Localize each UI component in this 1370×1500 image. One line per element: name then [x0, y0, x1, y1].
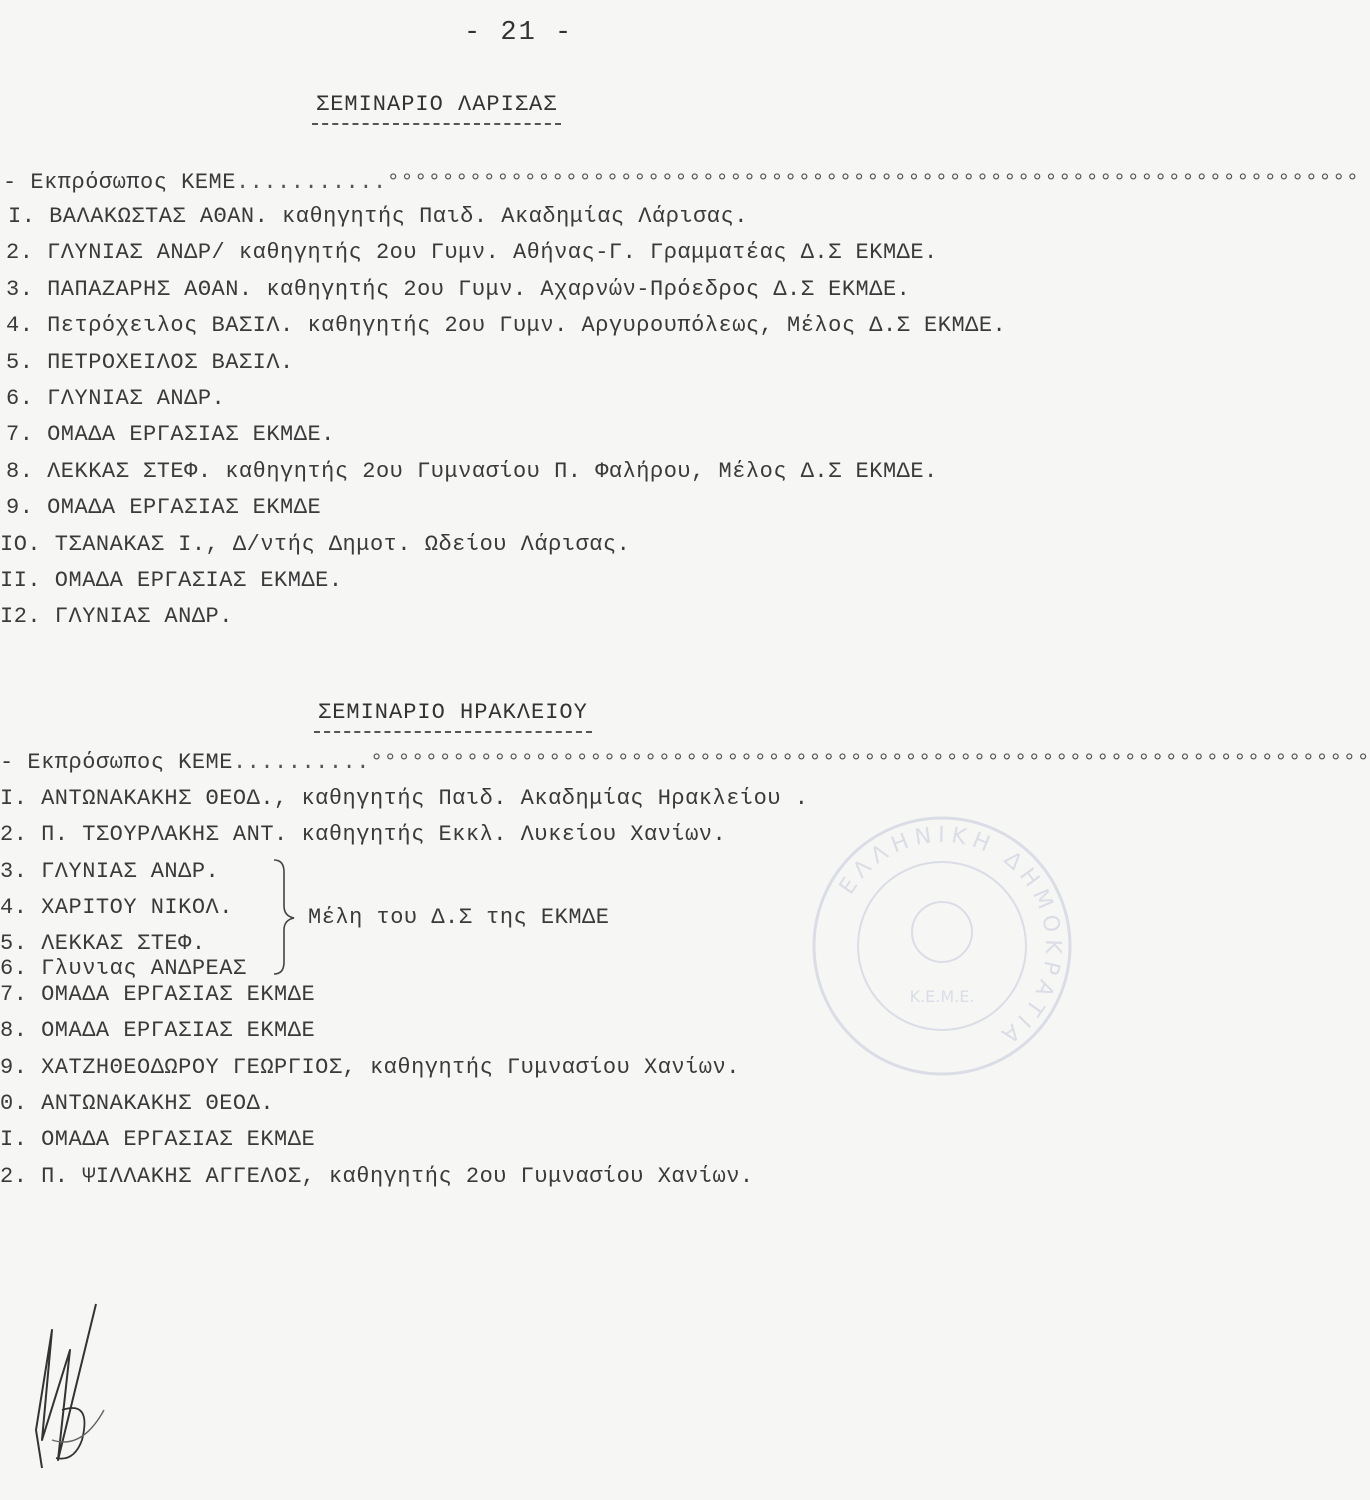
official-stamp-icon	[808, 812, 1076, 1080]
heraklion-representative-label: - Εκπρόσωπος ΚΕΜΕ	[0, 750, 233, 775]
larisa-item-12: Ι2. ΓΛΥΝΙΑΣ ΑΝΔΡ.	[0, 604, 233, 629]
larisa-item-8: 8. ΛΕΚΚΑΣ ΣΤΕΦ. καθηγητής 2ου Γυμνασίου Π. Φαλήρου, Μέλος Δ.Σ ΕΚΜΔΕ.	[6, 459, 938, 484]
svg-text:ΕΛΛΗΝΙΚΗ ΔΗΜΟΚΡΑΤΙΑ	[835, 823, 1066, 1051]
heraklion-item-6: 6. Γλυνιας ΑΝΔΡΕΑΣ	[0, 956, 247, 981]
heraklion-item-5: 5. ΛΕΚΚΑΣ ΣΤΕΦ.	[0, 931, 206, 956]
group-bracket	[272, 858, 296, 976]
stamp-inner-text: Κ.Ε.Μ.Ε.	[909, 987, 975, 1006]
larisa-item-1: Ι. ΒΑΛΑΚΩΣΤΑΣ ΑΘΑΝ. καθηγητής Παιδ. Ακαδημίας Λάρισας.	[8, 204, 748, 229]
heraklion-item-7: 7. ΟΜΑΔΑ ΕΡΓΑΣΙΑΣ ΕΚΜΔΕ	[0, 982, 316, 1007]
signature-icon	[12, 1290, 122, 1470]
heraklion-section-title: ΣΕΜΙΝΑΡΙΟ ΗΡΑΚΛΕΙΟΥ	[314, 700, 592, 733]
heraklion-item-8: 8. ΟΜΑΔΑ ΕΡΓΑΣΙΑΣ ΕΚΜΔΕ	[0, 1018, 316, 1043]
heraklion-item-10: 0. ΑΝΤΩΝΑΚΑΚΗΣ ΘΕΟΔ.	[0, 1091, 275, 1116]
heraklion-item-1: Ι. ΑΝΤΩΝΑΚΑΚΗΣ ΘΕΟΔ., καθηγητής Παιδ. Ακαδημίας Ηρακλείου .	[0, 786, 809, 811]
larisa-representative-label: - Εκπρόσωπος ΚΕΜΕ	[3, 170, 236, 195]
larisa-item-10: ΙΟ. ΤΣΑΝΑΚΑΣ Ι., Δ/ντής Δημοτ. Ωδείου Λάρισας.	[0, 532, 631, 557]
larisa-item-5: 5. ΠΕΤΡΟΧΕΙΛΟΣ ΒΑΣΙΛ.	[6, 350, 294, 375]
stamp-ring-text: ΕΛΛΗΝΙΚΗ ΔΗΜΟΚΡΑΤΙΑ	[834, 822, 1066, 1051]
larisa-section-title: ΣΕΜΙΝΑΡΙΟ ΛΑΡΙΣΑΣ	[312, 92, 561, 125]
group-note: Μέλη του Δ.Σ της ΕΚΜΔΕ	[308, 905, 610, 930]
page-number: - 21 -	[464, 18, 574, 48]
heraklion-item-9: 9. ΧΑΤΖΗΘΕΟΔΩΡΟΥ ΓΕΩΡΓΙΟΣ, καθηγητής Γυμνασίου Χανίων.	[0, 1055, 740, 1080]
heraklion-representative-dots: ..........°°°°°°°°°°°°°°°°°°°°°°°°°°°°°°°°°°°°°°°°°°°°°°°°°°°°°°°°°°°°°°°°°°°°°°°°°	[232, 750, 1370, 775]
heraklion-item-12: 2. Π. ΨΙΛΛΑΚΗΣ ΑΓΓΕΛΟΣ, καθηγητής 2ου Γυμνασίου Χανίων.	[0, 1164, 754, 1189]
heraklion-representative-line	[0, 750, 1370, 775]
larisa-item-3: 3. ΠΑΠΑΖΑΡΗΣ ΑΘΑΝ. καθηγητής 2ου Γυμν. Αχαρνών-Πρόεδρος Δ.Σ ΕΚΜΔΕ.	[6, 277, 911, 302]
larisa-item-11: ΙΙ. ΟΜΑΔΑ ΕΡΓΑΣΙΑΣ ΕΚΜΔΕ.	[0, 568, 343, 593]
larisa-item-9: 9. ΟΜΑΔΑ ΕΡΓΑΣΙΑΣ ΕΚΜΔΕ	[6, 495, 322, 520]
larisa-item-6: 6. ΓΛΥΝΙΑΣ ΑΝΔΡ.	[6, 386, 226, 411]
larisa-representative-dots: ...........°°°°°°°°°°°°°°°°°°°°°°°°°°°°°°°°°°°°°°°°°°°°°°°°°°°°°°°°°°°°°°°°°°°°°°°	[235, 170, 1360, 195]
heraklion-item-3: 3. ΓΛΥΝΙΑΣ ΑΝΔΡ.	[0, 859, 220, 884]
heraklion-item-2: 2. Π. ΤΣΟΥΡΛΑΚΗΣ ΑΝΤ. καθηγητής Εκκλ. Λυκείου Χανίων.	[0, 822, 727, 847]
heraklion-item-4: 4. ΧΑΡΙΤΟΥ ΝΙΚΟΛ.	[0, 895, 233, 920]
larisa-item-4: 4. Πετρόχειλος ΒΑΣΙΛ. καθηγητής 2ου Γυμν. Αργυρουπόλεως, Μέλος Δ.Σ ΕΚΜΔΕ.	[6, 313, 1007, 338]
larisa-representative-line	[3, 170, 1360, 195]
heraklion-item-11: Ι. ΟΜΑΔΑ ΕΡΓΑΣΙΑΣ ΕΚΜΔΕ	[0, 1127, 316, 1152]
larisa-item-2: 2. ΓΛΥΝΙΑΣ ΑΝΔΡ/ καθηγητής 2ου Γυμν. Αθήνας-Γ. Γραμματέας Δ.Σ ΕΚΜΔΕ.	[6, 240, 938, 265]
larisa-item-7: 7. ΟΜΑΔΑ ΕΡΓΑΣΙΑΣ ΕΚΜΔΕ.	[6, 422, 335, 447]
